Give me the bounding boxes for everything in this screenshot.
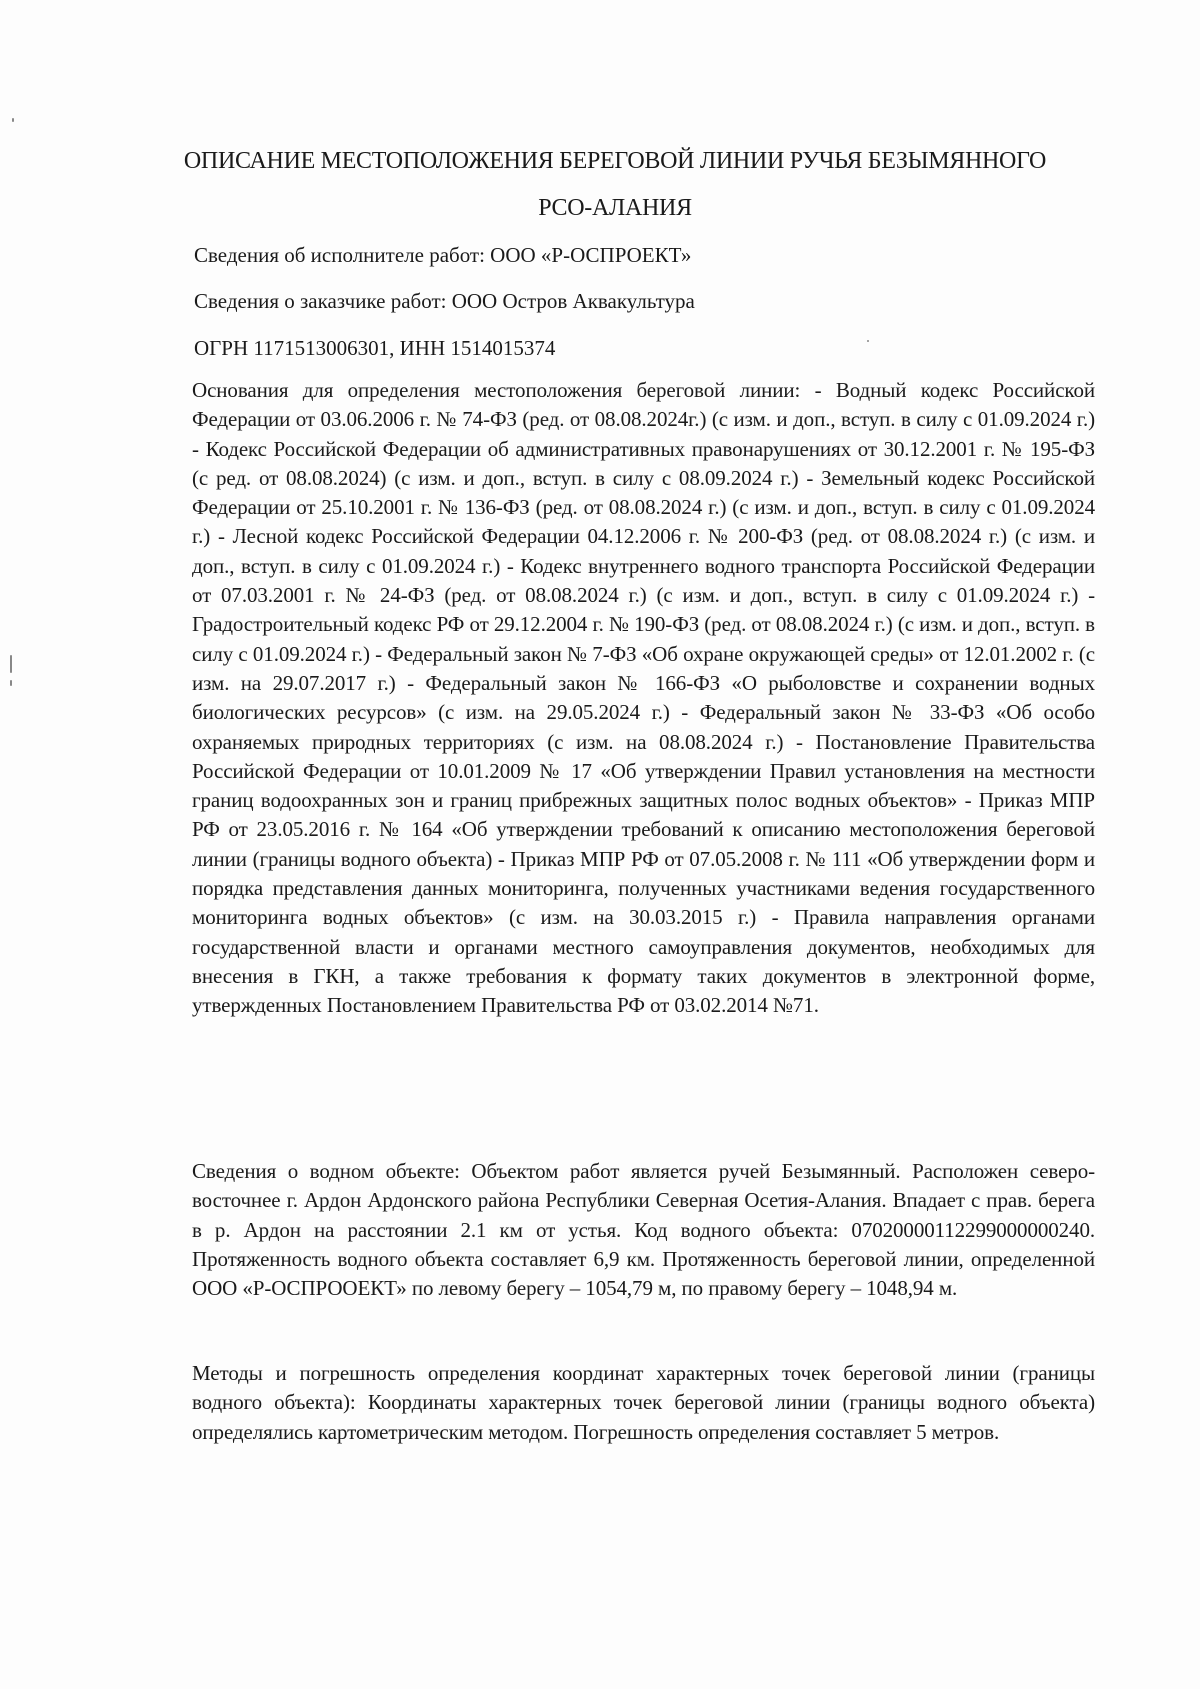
document-title-line1: ОПИСАНИЕ МЕСТОПОЛОЖЕНИЯ БЕРЕГОВОЙ ЛИНИИ РУЧЬЯ БЕЗЫМЯННОГО xyxy=(183,148,1047,174)
methods-paragraph: Методы и погрешность определения координат характерных точек береговой линии (границы водного объекта): Координаты характерных точек береговой линии (границы водного объекта) определялись картометрическим методом. Погрешность определения составляет 5 метров. xyxy=(192,1361,1095,1444)
customer-info: Сведения о заказчике работ: ООО Остров Аквакультура xyxy=(194,289,695,313)
scan-speck xyxy=(867,340,869,342)
ogrn-inn-info: ОГРН 1171513006301, ИНН 1514015374 xyxy=(194,336,556,360)
water-body-paragraph: Сведения о водном объекте: Объектом работ является ручей Безымянный. Расположен северо-восточнее г. Ардон Ардонского района Республики Северная Осетия-Алания. Впадает с прав. берега в р. Ардон на расстоянии 2.1 км от устья. Код водного объекта: 07020000112299000000240. Протяженность водного объекта составляет 6,9 км. Протяженность береговой линии, определенной ООО «Р-ОСПРООЕКТ» по левому берегу – 1054,79 м, по правому берегу – 1048,94 м. xyxy=(192,1159,1095,1301)
scan-speck xyxy=(10,655,12,673)
scan-speck xyxy=(10,680,12,686)
legal-grounds-paragraph: Основания для определения местоположения береговой линии: - Водный кодекс Российской Федерации от 03.06.2006 г. № 74-ФЗ (ред. от 08.08.2024г.) (с изм. и доп., вступ. в силу с 01.09.2024 г.) - Кодекс Российской Федерации об административных правонарушениях от 30.12.2001 г. № 195-ФЗ (с ред. от 08.08.2024) (с изм. и доп., вступ. в силу с 08.09.2024 г.) - Земельный кодекс Российской Федерации от 25.10.2001 г. № 136-ФЗ (ред. от 08.08.2024 г.) (с изм. и доп., вступ. в силу с 01.09.2024 г.) - Лесной кодекс Российской Федерации 04.12.2006 г. № 200-ФЗ (ред. от 08.08.2024 г.) (с изм. и доп., вступ. в силу с 01.09.2024 г.) - Кодекс внутреннего водного транспорта Российской Федерации от 07.03.2001 г. № 24-ФЗ (ред. от 08.08.2024 г.) (с изм. и доп., вступ. в силу с 01.09.2024 г.) - Градостроительный кодекс РФ от 29.12.2004 г. № 190-ФЗ (ред. от 08.08.2024 г.) (с изм. и доп., вступ. в силу с 01.09.2024 г.) - Федеральный закон № 7-ФЗ «Об охране окружающей среды» от 12.01.2002 г. (с изм. на 29.07.2017 г.) - Федеральный закон № 166-ФЗ «О рыболовстве и сохранении водных биологических ресурсов» (с изм. на 29.05.2024 г.) - Федеральный закон № 33-ФЗ «Об особо охраняемых природных территориях (с изм. на 08.08.2024 г.) - Постановление Правительства Российской Федерации от 10.01.2009 № 17 «Об утверждении Правил установления на местности границ водоохранных зон и границ прибрежных защитных полос водных объектов» - Приказ МПР РФ от 23.05.2016 г. № 164 «Об утверждении требований к описанию местоположения береговой линии (границы водного объекта) - Приказ МПР РФ от 07.05.2008 г. № 111 «Об утверждении форм и порядка представления данных мониторинга, полученных участниками ведения государственного мониторинга водных объектов» (с изм. на 30.03.2015 г.) - Правила направления органами государственной власти и органами местного самоуправления документов, необходимых для внесения в ГКН, а также требования к формату таких документов в электронной форме, утвержденных Постановлением Правительства РФ от 03.02.2014 №71. xyxy=(192,378,1095,1018)
document-title-line2: РСО-АЛАНИЯ xyxy=(538,195,692,221)
executor-info: Сведения об исполнителе работ: ООО «Р-ОСПРОЕКТ» xyxy=(194,243,692,267)
scan-speck xyxy=(12,118,14,122)
